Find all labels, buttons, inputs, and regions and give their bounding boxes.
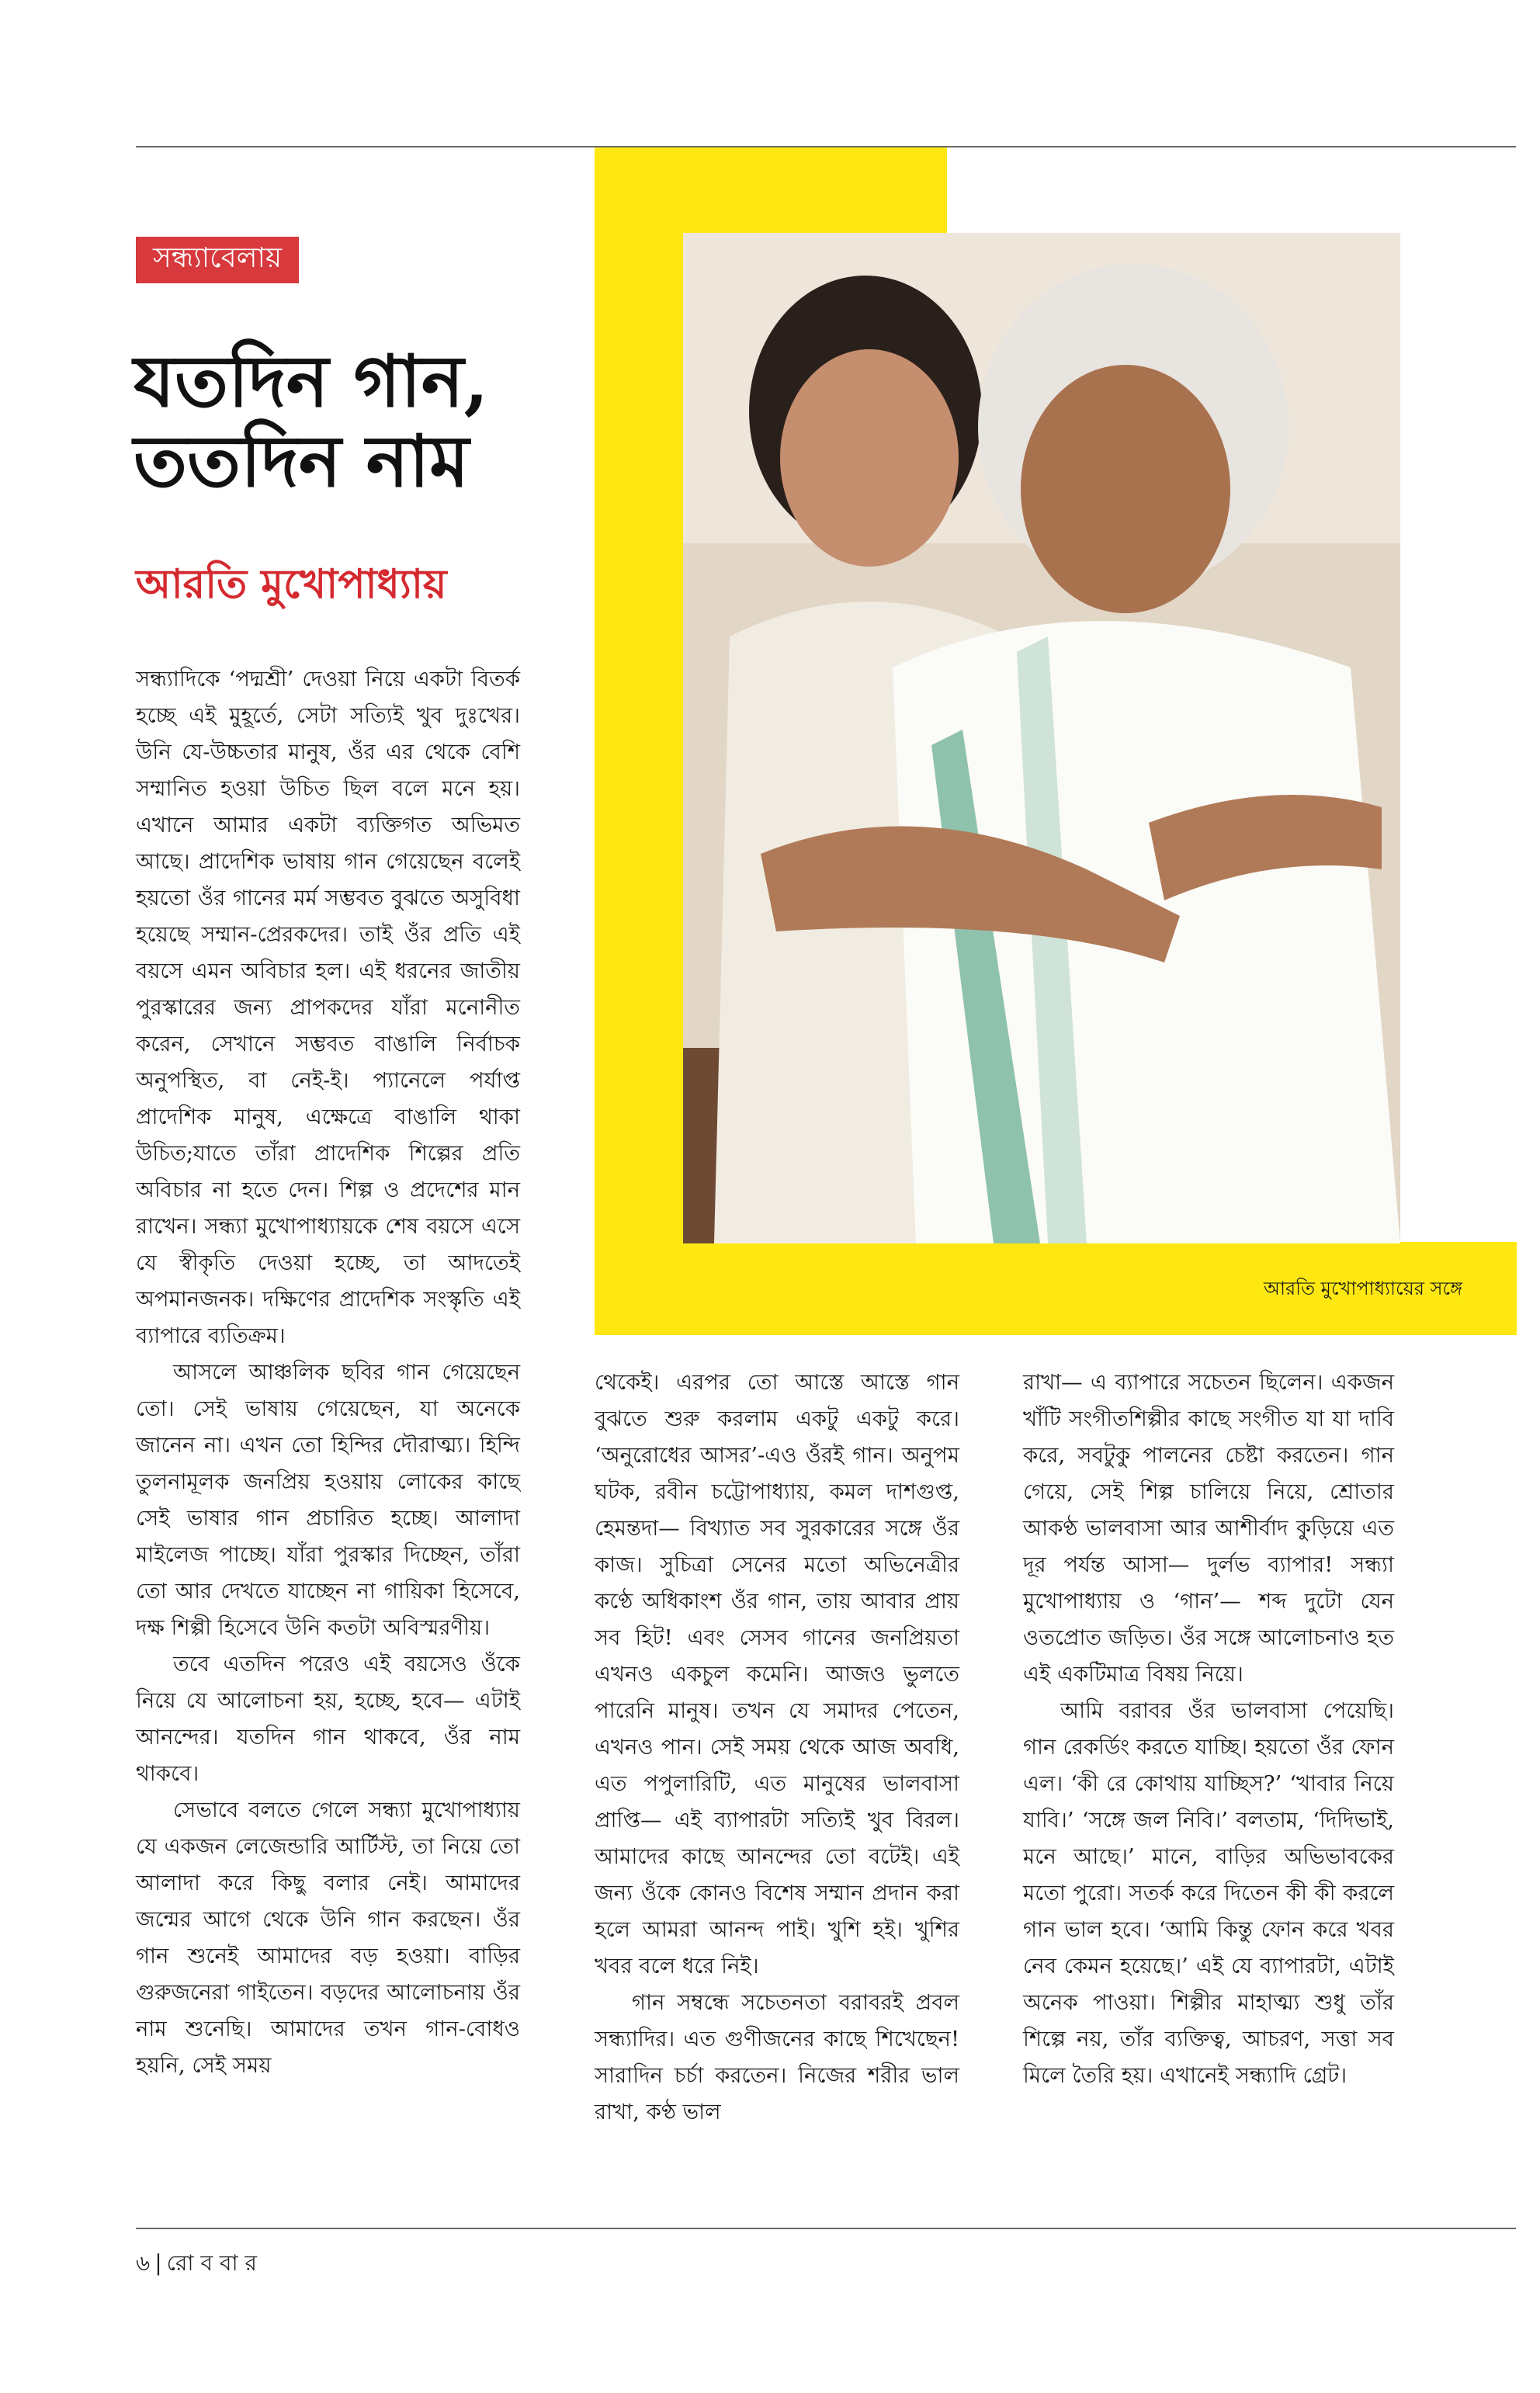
article-column-1 — [136, 661, 520, 2084]
paragraph: সেভাবে বলতে গেলে সন্ধ্যা মুখোপাধ্যায় যে একজন লেজেন্ডারি আর্টিস্ট, তা নিয়ে তো আলাদা করে কিছু বলার নেই। আমাদের জন্মের আগে থেকে উনি গান করছেন। ওঁর গান শুনেই আমাদের বড় হওয়া। বাড়ির গুরুজনেরা গাইতেন। বড়দের আলোচনায় ওঁর নাম শুনেছি। আমাদের তখন গান-বোধও হয়নি, সেই সময় — [136, 1798, 520, 2078]
byline: আরতি মুখোপাধ্যায় — [136, 560, 447, 608]
headline: যতদিন গান, ততদিন নাম — [134, 339, 489, 504]
bottom-rule — [136, 2228, 1516, 2229]
footer-separator: | — [154, 2250, 162, 2276]
feature-photo — [683, 233, 1400, 1243]
paragraph: আসলে আঞ্চলিক ছবির গান গেয়েছেন তো। সেই ভাষায় গেয়েছেন, যা অনেকে জানেন না। এখন তো হিন্দির দৌরাত্ম্য। হিন্দি তুলনামূলক জনপ্রিয় হওয়ায় লোকের কাছে সেই ভাষার গান প্রচারিত হচ্ছে। আলাদা মাইলেজ পাচ্ছে। যাঁরা পুরস্কার দিচ্ছেন, তাঁরা তো আর দেখতে যাচ্ছেন না গায়িকা হিসেবে, দক্ষ শিল্পী হিসেবে উনি কতটা অবিস্মরণীয়। — [136, 1360, 520, 1640]
page-footer — [136, 2246, 257, 2283]
paragraph: তবে এতদিন পরেও এই বয়সেও ওঁকে নিয়ে যে আলোচনা হয়, হচ্ছে, হবে— এটাই আনন্দের। যতদিন গান থাকবে, ওঁর নাম থাকবে। — [136, 1652, 520, 1786]
paragraph: সন্ধ্যাদিকে ‘পদ্মশ্রী’ দেওয়া নিয়ে একটা বিতর্ক হচ্ছে এই মুহূর্তে, সেটা সত্যিই খুব দুঃখের। উনি যে-উচ্চতার মানুষ, ওঁর এর থেকে বেশি সম্মানিত হওয়া উচিত ছিল বলে মনে হয়। এখানে আমার একটা ব্যক্তিগত অভিমত আছে। প্রাদেশিক ভাষায় গান গেয়েছেন বলেই হয়তো ওঁর গানের মর্ম সম্ভবত বুঝতে অসুবিধা হয়েছে সম্মান-প্রেরকদের। তাই ওঁর প্রতি এই বয়সে এমন অবিচার হল। এই ধরনের জাতীয় পুরস্কারের জন্য প্রাপকদের যাঁরা মনোনীত করেন, সেখানে সম্ভবত বাঙালি নির্বাচক অনুপস্থিত, বা নেই-ই। প্যানেলে পর্যাপ্ত প্রাদেশিক মানুষ, এক্ষেত্রে বাঙালি থাকা উচিত;যাতে তাঁরা প্রাদেশিক শিল্পের প্রতি অবিচার না হতে দেন। শিল্প ও প্রদেশের মান রাখেন। সন্ধ্যা মুখোপাধ্যায়কে শেষ বয়সে এসে যে স্বীকৃতি দেওয়া হচ্ছে, তা আদতেই অপমানজনক। দক্ষিণের প্রাদেশিক সংস্কৃতি এই ব্যাপারে ব্যতিক্রম। — [136, 667, 520, 1348]
magazine-name: রো ব বা র — [166, 2250, 257, 2276]
paragraph: গান সম্বন্ধে সচেতনতা বরাবরই প্রবল সন্ধ্যাদির। এত গুণীজনের কাছে শিখেছেন! সারাদিন চর্চা করতেন। নিজের শরীর ভাল রাখা, কণ্ঠ ভাল — [595, 1990, 959, 2124]
paragraph: রাখা— এ ব্যাপারে সচেতন ছিলেন। একজন খাঁটি সংগীতশিল্পীর কাছে সংগীত যা যা দাবি করে, সবটুকু পালনের চেষ্টা করতেন। গান গেয়ে, সেই শিল্প চালিয়ে নিয়ে, শ্রোতার আকণ্ঠ ভালবাসা আর আশীর্বাদ কুড়িয়ে এত দূর পর্যন্ত আসা— দুর্লভ ব্যাপার! সন্ধ্যা মুখোপাধ্যায় ও ‘গান’— শব্দ দুটো যেন ওতপ্রোত জড়িত। ওঁর সঙ্গে আলোচনাও হত এই একটিমাত্র বিষয় নিয়ে। — [1023, 1370, 1394, 1687]
photo-illustration — [683, 233, 1400, 1243]
article-column-2 — [595, 1365, 959, 2131]
page-number: ৬ — [136, 2250, 151, 2276]
photo-caption: আরতি মুখোপাধ্যায়ের সঙ্গে — [1263, 1278, 1462, 1299]
paragraph: থেকেই। এরপর তো আস্তে আস্তে গান বুঝতে শুরু করলাম একটু একটু করে। ‘অনুরোধের আসর’-এও ওঁরই গান। অনুপম ঘটক, রবীন চট্টোপাধ্যায়, কমল দাশগুপ্ত, হেমন্তদা— বিখ্যাত সব সুরকারের সঙ্গে ওঁর কাজ। সুচিত্রা সেনের মতো অভিনেত্রীর কণ্ঠে অধিকাংশ ওঁর গান, তায় আবার প্রায় সব হিট! এবং সেসব গানের জনপ্রিয়তা এখনও একচুল কমেনি। আজও ভুলতে পারেনি মানুষ। তখন যে সমাদর পেতেন, এখনও পান। সেই সময় থেকে আজ অবধি, এত পপুলারিটি, এত মানুষের ভালবাসা প্রাপ্তি— এই ব্যাপারটা সত্যিই খুব বিরল। আমাদের কাছে আনন্দের তো বটেই। এই জন্য ওঁকে কোনও বিশেষ সম্মান প্রদান করা হলে আমরা আনন্দ পাই। খুশি হই। খুশির খবর বলে ধরে নিই। — [595, 1370, 959, 1979]
article-column-3 — [1023, 1365, 1394, 2094]
section-tag: সন্ধ্যাবেলায় — [136, 237, 299, 283]
paragraph: আমি বরাবর ওঁর ভালবাসা পেয়েছি। গান রেকর্ডিং করতে যাচ্ছি। হয়তো ওঁর ফোন এল। ‘কী রে কোথায় যাচ্ছিস?’ ‘খাবার নিয়ে যাবি।’ ‘সঙ্গে জল নিবি।’ বলতাম, ‘দিদিভাই, মনে আছে।’ মানে, বাড়ির অভিভাবকের মতো পুরো। সতর্ক করে দিতেন কী কী করলে গান ভাল হবে। ‘আমি কিন্তু ফোন করে খবর নেব কেমন হয়েছে।’ এই যে ব্যাপারটা, এটাই অনেক পাওয়া। শিল্পীর মাহাত্ম্য শুধু তাঁর শিল্পে নয়, তাঁর ব্যক্তিত্ব, আচরণ, সত্তা সব মিলে তৈরি হয়। এখানেই সন্ধ্যাদি গ্রেট। — [1023, 1698, 1394, 2088]
photo-frame-left — [595, 233, 683, 1242]
photo-frame-top — [595, 147, 947, 233]
